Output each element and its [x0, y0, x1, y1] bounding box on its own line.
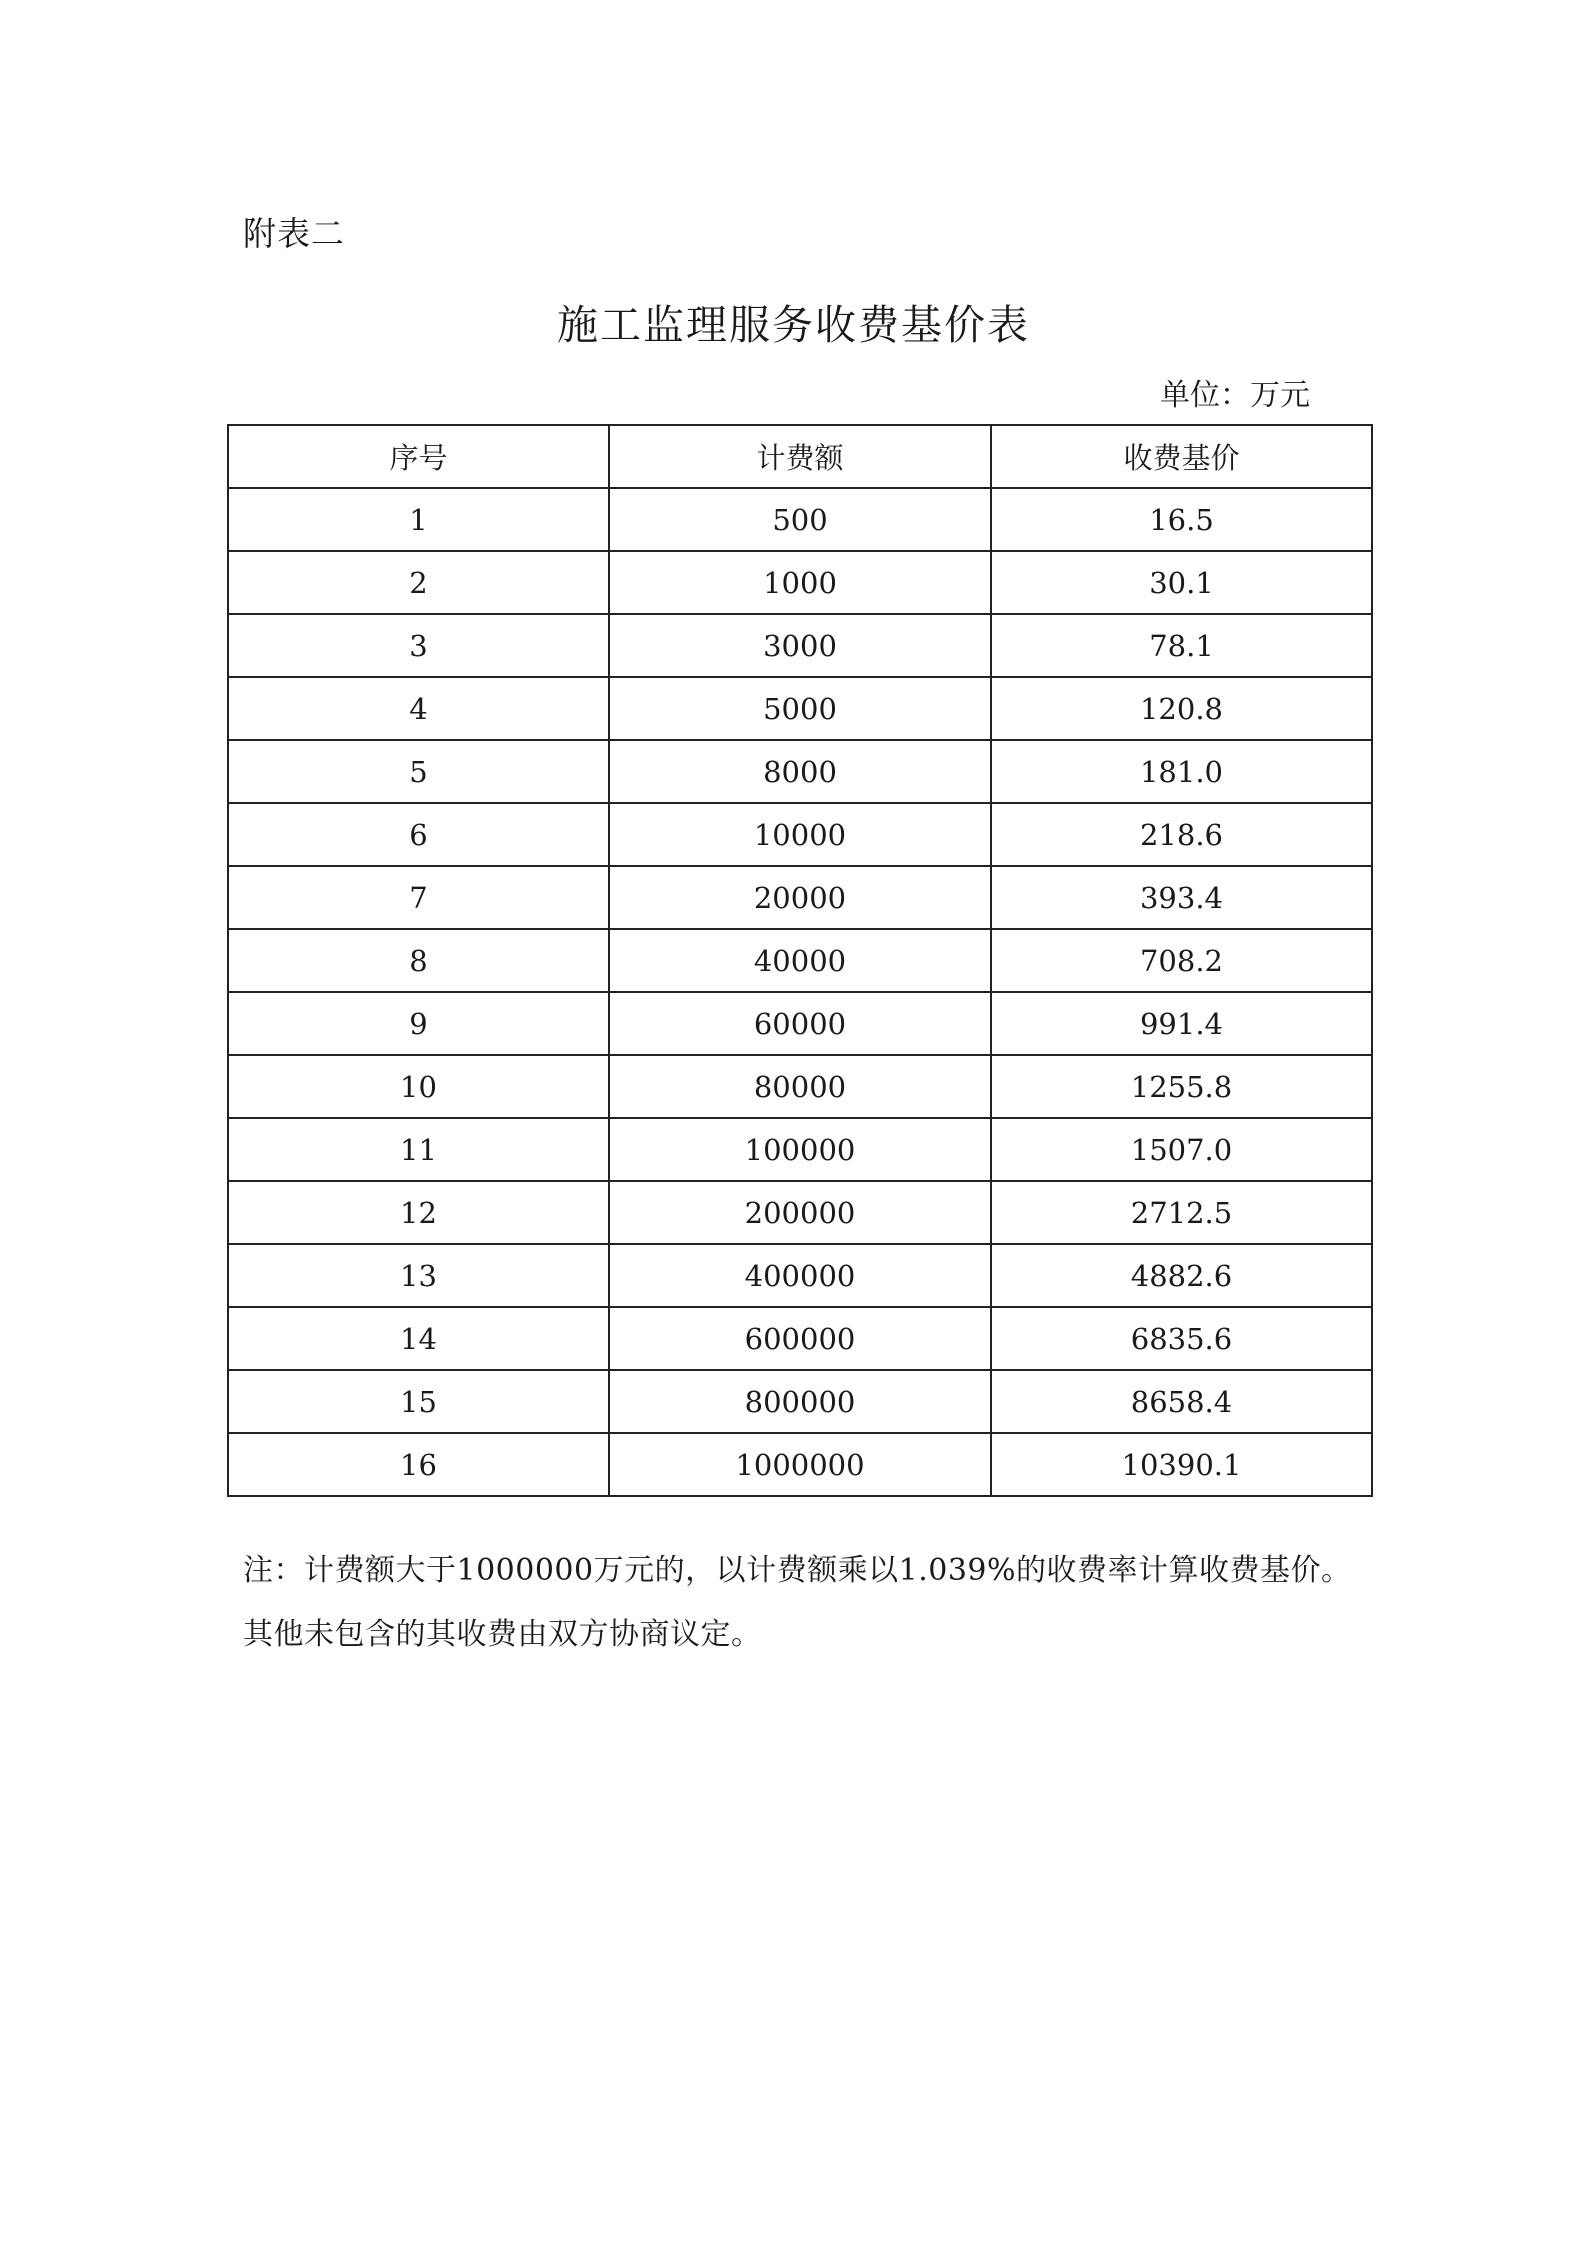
- cell-fee-amount: 5000: [609, 677, 991, 740]
- cell-fee-amount: 1000: [609, 551, 991, 614]
- cell-fee-amount: 60000: [609, 992, 991, 1055]
- cell-base-price: 16.5: [991, 488, 1372, 551]
- cell-fee-amount: 40000: [609, 929, 991, 992]
- cell-base-price: 393.4: [991, 866, 1372, 929]
- table-row: [228, 866, 1372, 929]
- cell-index: 12: [228, 1181, 609, 1244]
- cell-index: 9: [228, 992, 609, 1055]
- table-row: [228, 992, 1372, 1055]
- cell-index: 5: [228, 740, 609, 803]
- cell-base-price: 10390.1: [991, 1433, 1372, 1496]
- cell-fee-amount: 500: [609, 488, 991, 551]
- cell-index: 2: [228, 551, 609, 614]
- table-row: [228, 1181, 1372, 1244]
- cell-base-price: 708.2: [991, 929, 1372, 992]
- table-row: [228, 929, 1372, 992]
- page-title: 施工监理服务收费基价表: [557, 301, 1030, 349]
- cell-index: 4: [228, 677, 609, 740]
- table-row: [228, 1244, 1372, 1307]
- cell-index: 16: [228, 1433, 609, 1496]
- cell-index: 3: [228, 614, 609, 677]
- cell-index: 1: [228, 488, 609, 551]
- cell-base-price: 8658.4: [991, 1370, 1372, 1433]
- cell-index: 14: [228, 1307, 609, 1370]
- table-row: [228, 551, 1372, 614]
- cell-fee-amount: 1000000: [609, 1433, 991, 1496]
- column-header-fee-amount: 计费额: [609, 425, 991, 488]
- cell-index: 15: [228, 1370, 609, 1433]
- cell-fee-amount: 400000: [609, 1244, 991, 1307]
- cell-fee-amount: 200000: [609, 1181, 991, 1244]
- cell-base-price: 30.1: [991, 551, 1372, 614]
- cell-index: 8: [228, 929, 609, 992]
- appendix-label: 附表二: [243, 214, 345, 253]
- cell-index: 11: [228, 1118, 609, 1181]
- cell-index: 10: [228, 1055, 609, 1118]
- cell-fee-amount: 600000: [609, 1307, 991, 1370]
- note-line-2: 其他未包含的其收费由双方协商议定。: [243, 1617, 762, 1652]
- fee-table: [227, 424, 1373, 1497]
- cell-base-price: 1255.8: [991, 1055, 1372, 1118]
- cell-base-price: 218.6: [991, 803, 1372, 866]
- note-line-1: 注：计费额大于1000000万元的，以计费额乘以1.039%的收费率计算收费基价。: [243, 1553, 1352, 1588]
- table-row: [228, 740, 1372, 803]
- cell-fee-amount: 80000: [609, 1055, 991, 1118]
- cell-base-price: 78.1: [991, 614, 1372, 677]
- table-row: [228, 803, 1372, 866]
- table-row: [228, 1055, 1372, 1118]
- table-header-row: [228, 425, 1372, 488]
- cell-fee-amount: 100000: [609, 1118, 991, 1181]
- table-row: [228, 488, 1372, 551]
- cell-fee-amount: 8000: [609, 740, 991, 803]
- cell-index: 7: [228, 866, 609, 929]
- cell-fee-amount: 800000: [609, 1370, 991, 1433]
- table-row: [228, 1370, 1372, 1433]
- cell-fee-amount: 3000: [609, 614, 991, 677]
- cell-base-price: 120.8: [991, 677, 1372, 740]
- cell-index: 6: [228, 803, 609, 866]
- cell-base-price: 991.4: [991, 992, 1372, 1055]
- unit-label: 单位：万元: [1160, 378, 1310, 413]
- cell-base-price: 2712.5: [991, 1181, 1372, 1244]
- table-row: [228, 1433, 1372, 1496]
- table-row: [228, 677, 1372, 740]
- cell-base-price: 6835.6: [991, 1307, 1372, 1370]
- cell-index: 13: [228, 1244, 609, 1307]
- column-header-base-price: 收费基价: [991, 425, 1372, 488]
- cell-base-price: 4882.6: [991, 1244, 1372, 1307]
- table-row: [228, 1118, 1372, 1181]
- table-row: [228, 1307, 1372, 1370]
- column-header-index: 序号: [228, 425, 609, 488]
- table-row: [228, 614, 1372, 677]
- cell-base-price: 1507.0: [991, 1118, 1372, 1181]
- cell-fee-amount: 10000: [609, 803, 991, 866]
- cell-fee-amount: 20000: [609, 866, 991, 929]
- cell-base-price: 181.0: [991, 740, 1372, 803]
